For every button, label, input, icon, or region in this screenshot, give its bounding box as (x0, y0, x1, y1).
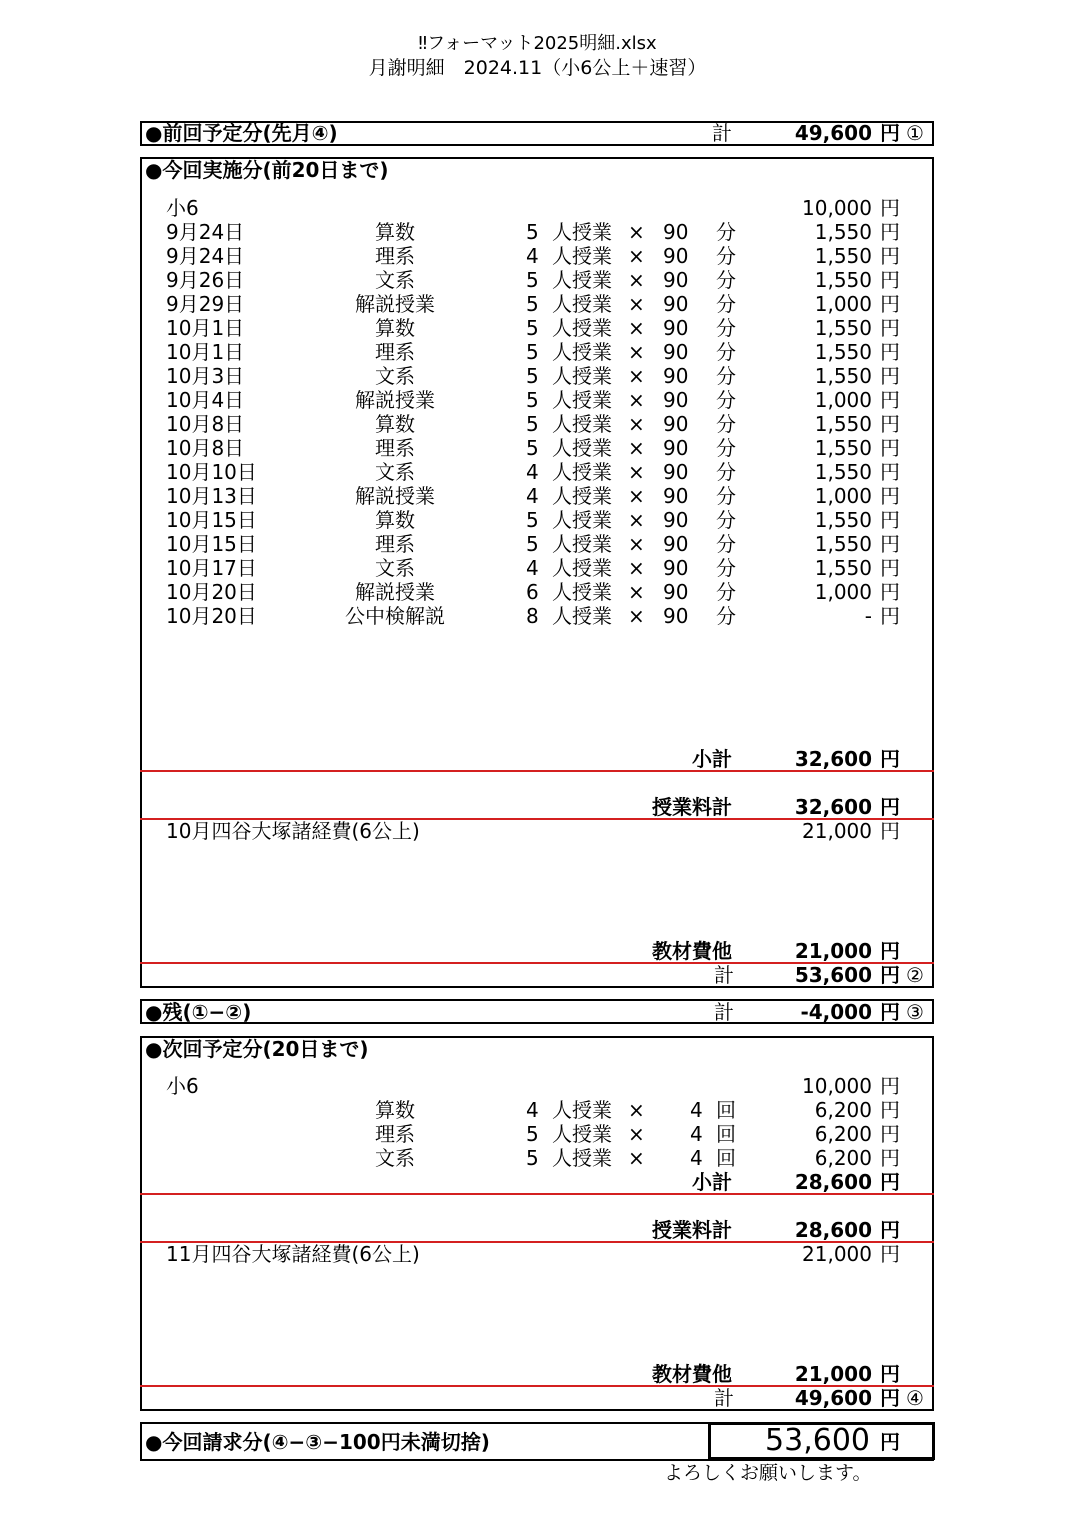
row-minutes-unit: 分 (716, 244, 736, 268)
row-count: 5 (526, 220, 539, 244)
row-yen: 円 (880, 580, 900, 604)
row-count: 5 (526, 388, 539, 412)
row-times-sign: × (628, 364, 645, 388)
row-minutes-unit: 分 (716, 508, 736, 532)
row-times-sign: × (628, 292, 645, 316)
prev-yen: 円 (880, 121, 900, 145)
row-minutes: 90 (663, 412, 689, 436)
row-date: 10月15日 (166, 532, 257, 556)
row-minutes: 90 (663, 580, 689, 604)
row-unit: 人授業 (552, 484, 612, 508)
row-minutes-unit: 分 (716, 532, 736, 556)
row-date: 10月3日 (166, 364, 245, 388)
balance-kei: 計 (714, 1000, 734, 1024)
current-label: ●今回実施分(前20日まで) (145, 158, 389, 182)
current-subtotal-amount: 32,600 (794, 747, 872, 771)
row-count: 5 (526, 1122, 539, 1146)
row-date: 10月4日 (166, 388, 245, 412)
row-minutes-unit: 分 (716, 412, 736, 436)
next-base-amount: 10,000 (802, 1074, 872, 1098)
row-count: 4 (526, 244, 539, 268)
row-amount: 6,200 (814, 1146, 872, 1170)
row-subject: 算数 (375, 1098, 415, 1122)
row-unit: 人授業 (552, 340, 612, 364)
row-times-sign: × (628, 1122, 645, 1146)
next-subtotal-amount: 28,600 (794, 1170, 872, 1194)
row-minutes-unit: 分 (716, 484, 736, 508)
row-yen: 円 (880, 1122, 900, 1146)
row-times-sign: × (628, 316, 645, 340)
row-subject: 算数 (375, 220, 415, 244)
next-tuition-yen: 円 (880, 1218, 900, 1242)
row-times-sign: × (628, 1098, 645, 1122)
current-tuition-yen: 円 (880, 795, 900, 819)
row-subject: 算数 (375, 316, 415, 340)
current-materials-item-amount: 21,000 (802, 819, 872, 843)
row-minutes-unit: 分 (716, 316, 736, 340)
row-minutes: 90 (663, 556, 689, 580)
row-count: 4 (526, 556, 539, 580)
row-amount: 6,200 (814, 1098, 872, 1122)
row-count: 4 (526, 460, 539, 484)
balance-label: ●残(①−②) (145, 1000, 252, 1024)
current-base-label: 小6 (166, 196, 199, 220)
row-date: 10月17日 (166, 556, 257, 580)
row-times-sign: × (628, 436, 645, 460)
row-minutes-unit: 分 (716, 268, 736, 292)
row-amount: 1,550 (814, 268, 872, 292)
balance-yen: 円 (880, 1000, 900, 1024)
row-yen: 円 (880, 532, 900, 556)
row-amount: 1,000 (814, 484, 872, 508)
row-amount: 1,000 (814, 580, 872, 604)
current-total-mark: ② (906, 963, 924, 987)
row-unit: 人授業 (552, 508, 612, 532)
row-minutes-unit: 分 (716, 604, 736, 628)
row-minutes-unit: 分 (716, 292, 736, 316)
row-amount: 1,550 (814, 220, 872, 244)
row-minutes: 90 (663, 220, 689, 244)
row-date: 9月24日 (166, 244, 245, 268)
next-base-yen: 円 (880, 1074, 900, 1098)
current-materials-item-yen: 円 (880, 819, 900, 843)
row-yen: 円 (880, 292, 900, 316)
row-yen: 円 (880, 220, 900, 244)
row-times-unit: 回 (716, 1122, 736, 1146)
row-unit: 人授業 (552, 388, 612, 412)
row-amount: 1,550 (814, 316, 872, 340)
row-amount: - (864, 604, 872, 628)
row-subject: 理系 (375, 1122, 415, 1146)
balance-mark: ③ (906, 1000, 924, 1024)
row-times-sign: × (628, 460, 645, 484)
row-yen: 円 (880, 340, 900, 364)
page-title: 月謝明細 2024.11（小6公上＋速習） (368, 57, 707, 79)
row-minutes-unit: 分 (716, 340, 736, 364)
row-subject: 公中検解説 (345, 604, 445, 628)
row-subject: 理系 (375, 436, 415, 460)
row-count: 6 (526, 580, 539, 604)
row-subject: 文系 (375, 268, 415, 292)
row-subject: 算数 (375, 508, 415, 532)
row-minutes: 90 (663, 292, 689, 316)
next-tuition-label: 授業料計 (652, 1218, 732, 1242)
row-count: 4 (526, 1098, 539, 1122)
next-materials-item-yen: 円 (880, 1242, 900, 1266)
row-subject: 文系 (375, 460, 415, 484)
row-date: 9月29日 (166, 292, 245, 316)
current-base-amount: 10,000 (802, 196, 872, 220)
row-subject: 解説授業 (355, 580, 435, 604)
row-date: 10月20日 (166, 604, 257, 628)
row-times-sign: × (628, 268, 645, 292)
row-minutes-unit: 分 (716, 220, 736, 244)
row-unit: 人授業 (552, 316, 612, 340)
current-total-label: 計 (714, 963, 734, 987)
row-times-sign: × (628, 1146, 645, 1170)
row-amount: 1,000 (814, 292, 872, 316)
row-subject: 解説授業 (355, 388, 435, 412)
row-times-sign: × (628, 220, 645, 244)
row-unit: 人授業 (552, 580, 612, 604)
row-date: 10月1日 (166, 340, 245, 364)
row-amount: 1,000 (814, 388, 872, 412)
row-unit: 人授業 (552, 460, 612, 484)
row-date: 10月13日 (166, 484, 257, 508)
row-yen: 円 (880, 388, 900, 412)
row-times-unit: 回 (716, 1098, 736, 1122)
current-total-yen: 円 (880, 963, 900, 987)
row-date: 10月20日 (166, 580, 257, 604)
row-amount: 1,550 (814, 508, 872, 532)
row-minutes-unit: 分 (716, 364, 736, 388)
current-materials-item-label: 10月四谷大塚諸経費(6公上) (166, 819, 420, 843)
row-unit: 人授業 (552, 268, 612, 292)
row-minutes-unit: 分 (716, 460, 736, 484)
row-subject: 理系 (375, 340, 415, 364)
row-yen: 円 (880, 556, 900, 580)
row-count: 5 (526, 412, 539, 436)
row-date: 9月26日 (166, 268, 245, 292)
row-yen: 円 (880, 316, 900, 340)
row-count: 4 (526, 484, 539, 508)
row-date: 10月8日 (166, 412, 245, 436)
row-amount: 1,550 (814, 340, 872, 364)
row-times: 4 (690, 1122, 703, 1146)
row-subject: 文系 (375, 364, 415, 388)
row-minutes-unit: 分 (716, 580, 736, 604)
row-minutes: 90 (663, 508, 689, 532)
row-amount: 1,550 (814, 556, 872, 580)
billing-label: ●今回請求分(④−③−100円未満切捨) (145, 1430, 490, 1454)
row-minutes: 90 (663, 532, 689, 556)
next-total-yen: 円 (880, 1386, 900, 1410)
row-amount: 6,200 (814, 1122, 872, 1146)
next-total-amount: 49,600 (794, 1386, 872, 1410)
prev-label: ●前回予定分(先月④) (145, 121, 338, 145)
row-amount: 1,550 (814, 244, 872, 268)
row-unit: 人授業 (552, 1098, 612, 1122)
row-date: 10月8日 (166, 436, 245, 460)
row-count: 5 (526, 316, 539, 340)
current-materials-label: 教材費他 (652, 939, 732, 963)
next-materials-item-label: 11月四谷大塚諸経費(6公上) (166, 1242, 420, 1266)
row-unit: 人授業 (552, 1146, 612, 1170)
row-times-sign: × (628, 604, 645, 628)
row-yen: 円 (880, 268, 900, 292)
row-minutes-unit: 分 (716, 388, 736, 412)
prev-kei: 計 (712, 121, 732, 145)
current-subtotal-label: 小計 (692, 747, 732, 771)
row-amount: 1,550 (814, 364, 872, 388)
row-unit: 人授業 (552, 556, 612, 580)
next-subtotal-label: 小計 (692, 1170, 732, 1194)
row-yen: 円 (880, 436, 900, 460)
next-materials-yen: 円 (880, 1362, 900, 1386)
row-yen: 円 (880, 244, 900, 268)
row-count: 5 (526, 532, 539, 556)
row-times-sign: × (628, 484, 645, 508)
closing-text: よろしくお願いします。 (664, 1462, 872, 1484)
row-yen: 円 (880, 508, 900, 532)
row-count: 8 (526, 604, 539, 628)
row-yen: 円 (880, 460, 900, 484)
row-subject: 文系 (375, 1146, 415, 1170)
row-minutes: 90 (663, 460, 689, 484)
row-unit: 人授業 (552, 436, 612, 460)
row-count: 5 (526, 364, 539, 388)
next-base-label: 小6 (166, 1074, 199, 1098)
divider (140, 1193, 934, 1195)
row-yen: 円 (880, 1146, 900, 1170)
row-subject: 理系 (375, 532, 415, 556)
row-minutes: 90 (663, 316, 689, 340)
row-subject: 理系 (375, 244, 415, 268)
row-unit: 人授業 (552, 412, 612, 436)
row-times-sign: × (628, 412, 645, 436)
row-yen: 円 (880, 412, 900, 436)
row-subject: 解説授業 (355, 484, 435, 508)
row-count: 5 (526, 1146, 539, 1170)
row-yen: 円 (880, 364, 900, 388)
row-times-sign: × (628, 556, 645, 580)
row-unit: 人授業 (552, 244, 612, 268)
row-unit: 人授業 (552, 364, 612, 388)
row-times: 4 (690, 1098, 703, 1122)
next-label: ●次回予定分(20日まで) (145, 1037, 369, 1061)
row-count: 5 (526, 340, 539, 364)
row-date: 10月1日 (166, 316, 245, 340)
row-yen: 円 (880, 604, 900, 628)
row-unit: 人授業 (552, 292, 612, 316)
next-subtotal-yen: 円 (880, 1170, 900, 1194)
row-minutes: 90 (663, 340, 689, 364)
row-subject: 算数 (375, 412, 415, 436)
current-tuition-amount: 32,600 (794, 795, 872, 819)
file-name: ‼フォーマット2025明細.xlsx (418, 33, 657, 54)
row-unit: 人授業 (552, 604, 612, 628)
current-tuition-label: 授業料計 (652, 795, 732, 819)
row-minutes: 90 (663, 484, 689, 508)
next-materials-item-amount: 21,000 (802, 1242, 872, 1266)
row-unit: 人授業 (552, 532, 612, 556)
prev-amount: 49,600 (794, 121, 872, 145)
current-total-amount: 53,600 (794, 963, 872, 987)
row-unit: 人授業 (552, 220, 612, 244)
billing-amount: 53,600 (765, 1423, 870, 1458)
row-unit: 人授業 (552, 1122, 612, 1146)
row-count: 5 (526, 268, 539, 292)
row-subject: 解説授業 (355, 292, 435, 316)
row-amount: 1,550 (814, 412, 872, 436)
row-times-sign: × (628, 244, 645, 268)
row-times-sign: × (628, 532, 645, 556)
row-times-sign: × (628, 580, 645, 604)
balance-amount: -4,000 (800, 1000, 872, 1024)
row-times-sign: × (628, 508, 645, 532)
row-date: 10月15日 (166, 508, 257, 532)
current-subtotal-yen: 円 (880, 747, 900, 771)
row-count: 5 (526, 508, 539, 532)
row-minutes: 90 (663, 388, 689, 412)
current-base-yen: 円 (880, 196, 900, 220)
row-yen: 円 (880, 1098, 900, 1122)
next-tuition-amount: 28,600 (794, 1218, 872, 1242)
prev-mark: ① (906, 121, 924, 145)
row-times-sign: × (628, 388, 645, 412)
row-times-unit: 回 (716, 1146, 736, 1170)
row-date: 10月10日 (166, 460, 257, 484)
row-minutes-unit: 分 (716, 556, 736, 580)
next-materials-label: 教材費他 (652, 1362, 732, 1386)
row-minutes: 90 (663, 604, 689, 628)
row-yen: 円 (880, 484, 900, 508)
row-minutes: 90 (663, 244, 689, 268)
row-subject: 文系 (375, 556, 415, 580)
divider (140, 770, 934, 772)
row-amount: 1,550 (814, 460, 872, 484)
next-materials-amount: 21,000 (794, 1362, 872, 1386)
row-minutes: 90 (663, 364, 689, 388)
current-materials-yen: 円 (880, 939, 900, 963)
row-amount: 1,550 (814, 436, 872, 460)
row-times: 4 (690, 1146, 703, 1170)
row-minutes-unit: 分 (716, 436, 736, 460)
billing-yen: 円 (880, 1430, 900, 1454)
row-minutes: 90 (663, 436, 689, 460)
row-date: 9月24日 (166, 220, 245, 244)
next-total-mark: ④ (906, 1386, 924, 1410)
row-count: 5 (526, 292, 539, 316)
row-count: 5 (526, 436, 539, 460)
next-total-label: 計 (714, 1386, 734, 1410)
row-times-sign: × (628, 340, 645, 364)
current-materials-amount: 21,000 (794, 939, 872, 963)
row-minutes: 90 (663, 268, 689, 292)
row-amount: 1,550 (814, 532, 872, 556)
